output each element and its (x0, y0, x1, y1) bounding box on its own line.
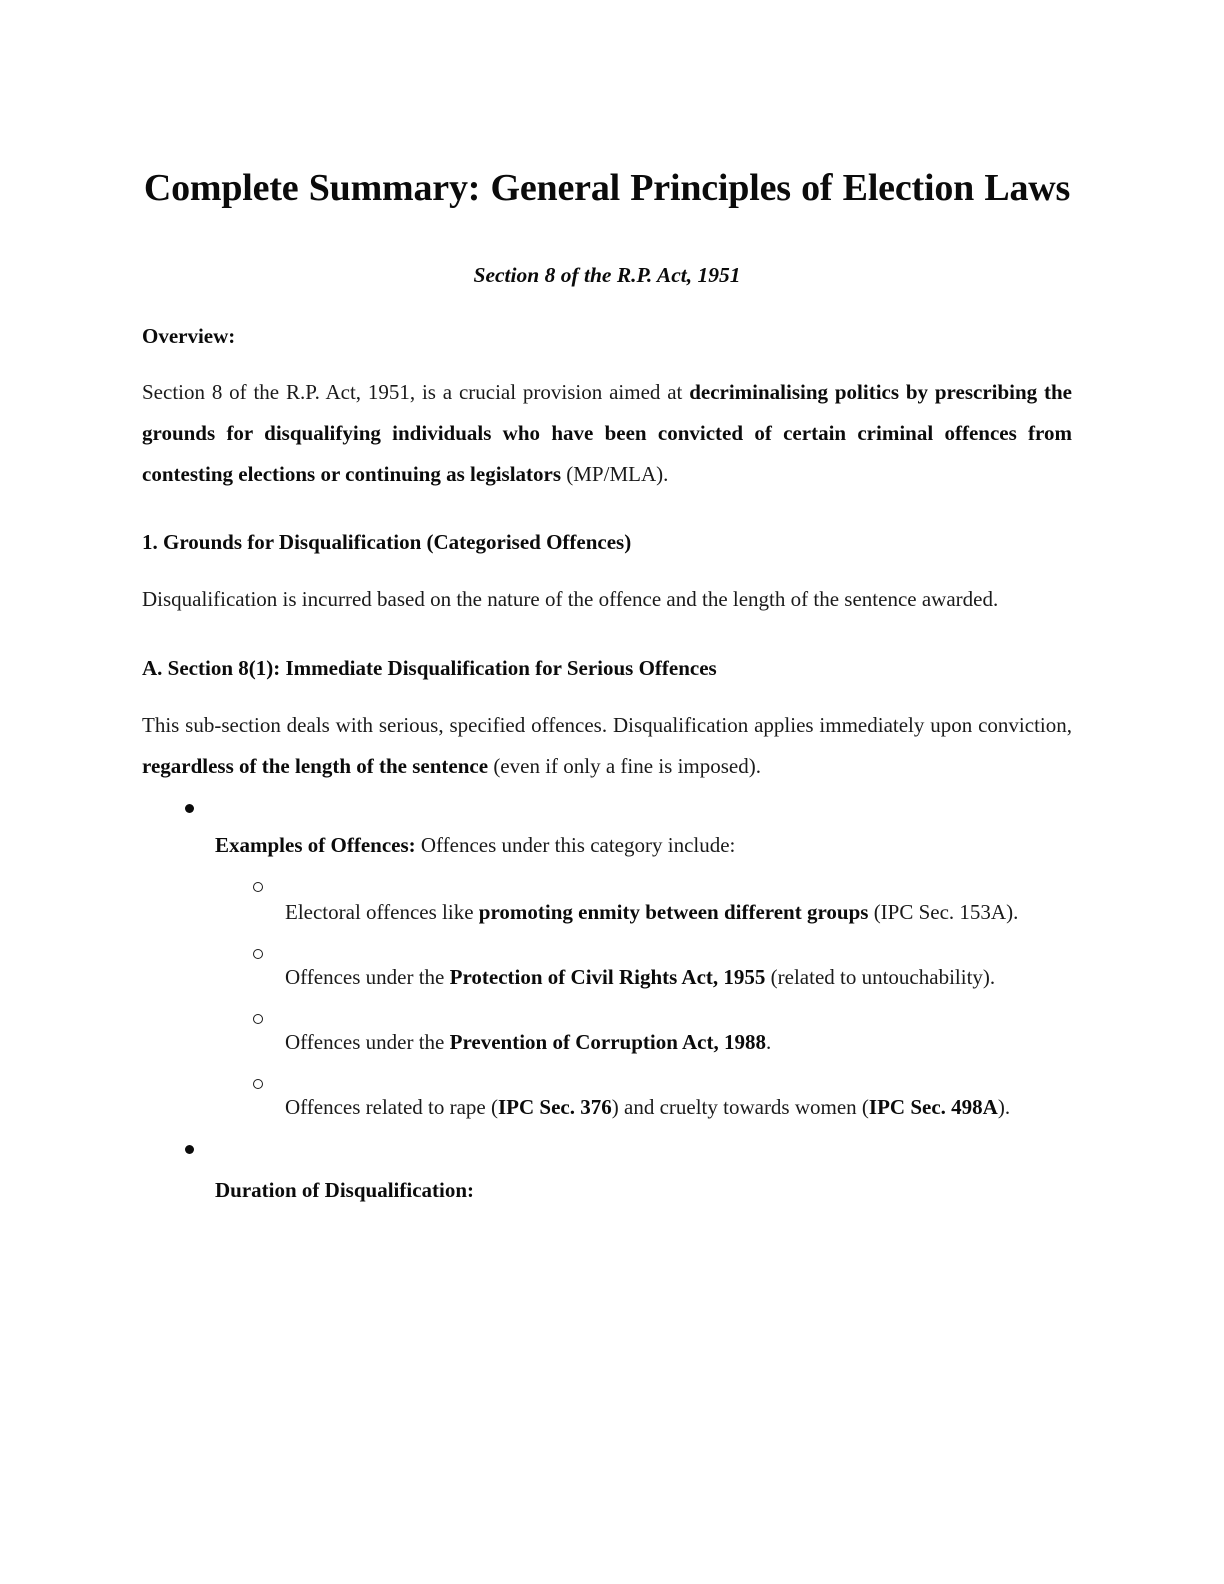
bullet-list-level-2 (142, 866, 1072, 1128)
offence-2-tail: (related to untouchability). (765, 965, 996, 989)
list-item (142, 933, 1072, 998)
bullet-text (215, 833, 735, 857)
document-content (142, 0, 1072, 1211)
offence-1-lead: Electoral offences like (285, 900, 479, 924)
list-item (142, 787, 1072, 866)
paragraph-overview-body (142, 351, 1072, 495)
subbullet-text (285, 965, 995, 989)
page-title: Complete Summary: General Principles of Election Laws (143, 167, 1071, 209)
subbullet-text (285, 1030, 771, 1054)
document-subtitle: Section 8 of the R.P. Act, 1951 (473, 263, 741, 287)
heading-overview: Overview: (142, 324, 236, 348)
sub-a-lead-text: This sub-section deals with serious, specified offences. Disqualification applies immediately upon conviction, (142, 713, 1072, 737)
list-item (142, 866, 1072, 933)
offence-4-emphasis-2: IPC Sec. 498A (868, 1095, 998, 1119)
overview-lead-text: Section 8 of the R.P. Act, 1951, is a crucial provision aimed at (142, 380, 690, 404)
disc-bullet-icon (185, 1128, 196, 1169)
list-item (142, 998, 1072, 1063)
offence-4-tail: ). (997, 1095, 1011, 1119)
offence-2-lead: Offences under the (285, 965, 450, 989)
bullet-list-level-1 (142, 787, 1072, 866)
paragraph-grounds-body: Disqualification is incurred based on the nature of the offence and the length of the sentence awarded. (142, 587, 999, 611)
offence-4-mid: ) and cruelty towards women ( (611, 1095, 869, 1119)
examples-label: Examples of Offences: (215, 833, 416, 857)
circle-bullet-icon (253, 866, 265, 907)
offence-1-emphasis: promoting enmity between different groups (478, 900, 869, 924)
heading-grounds-for-disqualification: 1. Grounds for Disqualification (Categorised Offences) (142, 530, 632, 554)
offence-2-emphasis: Protection of Civil Rights Act, 1955 (449, 965, 766, 989)
offence-3-tail: . (765, 1030, 772, 1054)
offence-3-emphasis: Prevention of Corruption Act, 1988 (449, 1030, 766, 1054)
circle-bullet-icon (253, 1063, 265, 1104)
subbullet-text (285, 1095, 1010, 1119)
list-item (142, 1128, 1072, 1211)
offence-1-tail: (IPC Sec. 153A). (868, 900, 1019, 924)
circle-bullet-icon (253, 998, 265, 1039)
sub-a-tail-text: (even if only a fine is imposed). (488, 754, 761, 778)
disc-bullet-icon (185, 787, 196, 828)
subbullet-text (285, 900, 1018, 924)
heading-section-8-1: A. Section 8(1): Immediate Disqualification for Serious Offences (142, 656, 717, 680)
overview-emphasis-text: decriminalising politics by prescribing the grounds for disqualifying individuals who have been convicted of certain criminal offences from contesting elections or continuing as legislators (142, 380, 1072, 486)
paragraph-section-8-1-body (142, 683, 1072, 787)
examples-text: Offences under this category include: (415, 833, 736, 857)
bullet-list-level-1-continued (142, 1128, 1072, 1211)
bullet-text (215, 1178, 474, 1202)
sub-a-emphasis-text: regardless of the length of the sentence (142, 754, 489, 778)
circle-bullet-icon (253, 933, 265, 974)
offence-3-lead: Offences under the (285, 1030, 450, 1054)
duration-label: Duration of Disqualification: (215, 1178, 475, 1202)
offence-4-emphasis: IPC Sec. 376 (498, 1095, 612, 1119)
overview-tail-text: (MP/MLA). (561, 462, 669, 486)
offence-4-lead: Offences related to rape ( (285, 1095, 498, 1119)
list-item (142, 1063, 1072, 1128)
